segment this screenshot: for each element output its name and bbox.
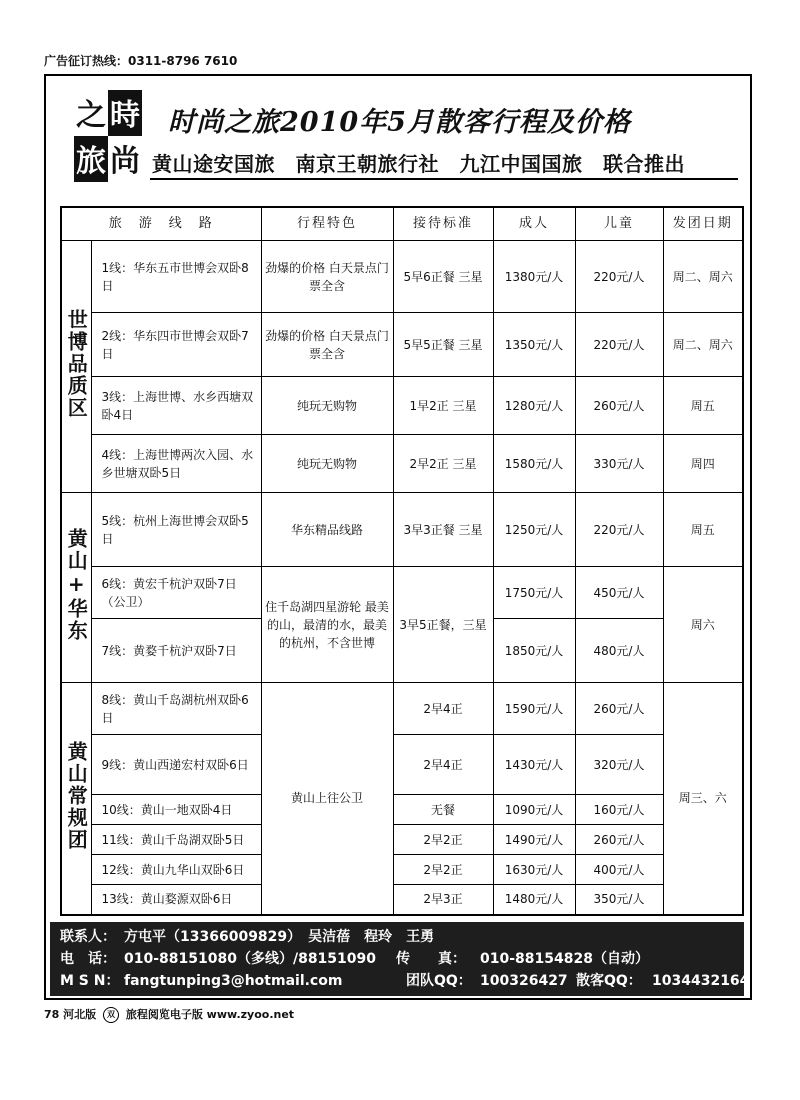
route-standard: 5早6正餐 三星 [393,241,493,313]
adult-price: 1630元/人 [493,855,575,885]
route-name: 1线：华东五市世博会双卧8日 [91,241,261,313]
adult-price: 1590元/人 [493,683,575,735]
child-price: 260元/人 [575,683,663,735]
child-price: 450元/人 [575,567,663,619]
route-standard: 5早5正餐 三星 [393,313,493,377]
table-row [61,735,743,795]
child-price: 330元/人 [575,435,663,493]
adult-price: 1090元/人 [493,795,575,825]
departure-day: 周三、六 [663,683,743,915]
route-feature: 劲爆的价格 白天景点门票全含 [261,313,393,377]
svg-text:時: 時 [110,98,140,133]
route-feature: 劲爆的价格 白天景点门票全含 [261,241,393,313]
header-child: 儿童 [575,207,663,241]
route-standard: 2早4正 [393,735,493,795]
child-price: 260元/人 [575,825,663,855]
svg-text:尚: 尚 [110,144,140,179]
table-row [61,435,743,493]
adult-price: 1580元/人 [493,435,575,493]
contact-people-row [60,926,734,948]
region-label: 世博品质区 [64,309,89,419]
phone-number: 010-88151080（多线）/88151090 [124,951,377,967]
group-qq-label: 团队QQ： [406,973,472,989]
footer-text: 旅程阅览电子版 www.zyoo.net [125,1008,295,1021]
child-price: 320元/人 [575,735,663,795]
departure-day: 周六 [663,567,743,683]
contact-msn-row [60,970,750,992]
svg-text:旅: 旅 [76,144,106,179]
route-name: 5线：杭州上海世博会双卧5日 [91,493,261,567]
table-row [61,795,743,825]
table-row [61,241,743,313]
contact-label: 联系人： [60,929,116,945]
departure-day: 周五 [663,493,743,567]
header-departure: 发团日期 [663,207,743,241]
child-price: 160元/人 [575,795,663,825]
child-price: 220元/人 [575,241,663,313]
departure-day: 周二、周六 [663,241,743,313]
phone-label: 电 话： [60,951,116,967]
contact-panel [50,922,750,996]
child-price: 220元/人 [575,313,663,377]
brand-circle-icon: 双 [103,1007,119,1023]
table-row [61,855,743,885]
logo [74,90,142,182]
route-feature: 纯玩无购物 [261,377,393,435]
page-number: 78 [44,1008,60,1021]
route-standard: 无餐 [393,795,493,825]
adult-price: 1350元/人 [493,313,575,377]
route-standard: 2早2正 [393,855,493,885]
route-standard: 1早2正 三星 [393,377,493,435]
fax-number: 010-88154828（自动） [480,951,649,967]
header-adult: 成人 [493,207,575,241]
subtitle-divider [150,178,738,180]
route-feature: 住千岛湖四星游轮 最美的山，最清的水，最美的杭州，不含世博 [261,567,393,683]
itinerary-table [60,206,744,916]
route-standard: 3早3正餐 三星 [393,493,493,567]
fax-label: 传 真： [396,951,466,967]
msn-label: M S N： [60,973,120,989]
table-header-row [61,207,743,241]
individual-qq-label: 散客QQ： [576,973,642,989]
table-row [61,683,743,735]
region-cell [61,241,91,493]
departure-day: 周五 [663,377,743,435]
table-row [61,313,743,377]
route-feature: 华东精品线路 [261,493,393,567]
ad-hotline: 广告征订热线：0311-8796 7610 [44,54,238,68]
table-row [61,377,743,435]
child-price: 220元/人 [575,493,663,567]
route-name: 13线：黄山婺源双卧6日 [91,885,261,915]
contact-people: 方屯平（13366009829） 吴洁蓓 程玲 王勇 [124,929,435,945]
individual-qq: 1034432164 [652,973,750,989]
svg-text:之: 之 [76,98,106,133]
route-name: 7线：黄婺千杭沪双卧7日 [91,619,261,683]
route-name: 6线：黄宏千杭沪双卧7日（公卫） [91,567,261,619]
adult-price: 1490元/人 [493,825,575,855]
departure-day: 周二、周六 [663,313,743,377]
route-feature: 纯玩无购物 [261,435,393,493]
route-name: 10线：黄山一地双卧4日 [91,795,261,825]
msn-address: fangtunping3@hotmail.com [124,973,343,989]
adult-price: 1480元/人 [493,885,575,915]
route-name: 4线：上海世博两次入园、水乡世塘双卧5日 [91,435,261,493]
adult-price: 1850元/人 [493,619,575,683]
route-standard: 2早4正 [393,683,493,735]
adult-price: 1250元/人 [493,493,575,567]
route-name: 9线：黄山西递宏村双卧6日 [91,735,261,795]
route-name: 12线：黄山九华山双卧6日 [91,855,261,885]
route-standard: 2早3正 [393,885,493,915]
region-label: 黄山常规团 [64,740,89,851]
adult-price: 1430元/人 [493,735,575,795]
departure-day: 周四 [663,435,743,493]
header-standard: 接待标准 [393,207,493,241]
child-price: 350元/人 [575,885,663,915]
header-feature: 行程特色 [261,207,393,241]
contact-phone-row [60,948,734,970]
route-name: 2线：华东四市世博会双卧7日 [91,313,261,377]
route-name: 8线：黄山千岛湖杭州双卧6日 [91,683,261,735]
group-qq: 100326427 [480,973,568,989]
adult-price: 1380元/人 [493,241,575,313]
edition-label: 河北版 [63,1008,97,1021]
page-title: 时尚之旅2010年5月散客行程及价格 [168,107,631,138]
adult-price: 1280元/人 [493,377,575,435]
adult-price: 1750元/人 [493,567,575,619]
route-feature: 黄山上往公卫 [261,683,393,915]
table-row [61,825,743,855]
route-standard: 3早5正餐，三星 [393,567,493,683]
region-label: 黄山+华东 [64,528,89,642]
region-cell [61,683,91,915]
page-footer [44,1006,294,1023]
route-name: 11线：黄山千岛湖双卧5日 [91,825,261,855]
child-price: 260元/人 [575,377,663,435]
route-name: 3线：上海世博、水乡西塘双卧4日 [91,377,261,435]
table-row [61,885,743,915]
region-cell [61,493,91,683]
child-price: 480元/人 [575,619,663,683]
child-price: 400元/人 [575,855,663,885]
page-subtitle: 黄山途安国旅 南京王朝旅行社 九江中国国旅 联合推出 [152,152,685,176]
route-standard: 2早2正 三星 [393,435,493,493]
header-route: 旅 游 线 路 [61,207,261,241]
route-standard: 2早2正 [393,825,493,855]
table-row [61,567,743,619]
table-row [61,493,743,567]
